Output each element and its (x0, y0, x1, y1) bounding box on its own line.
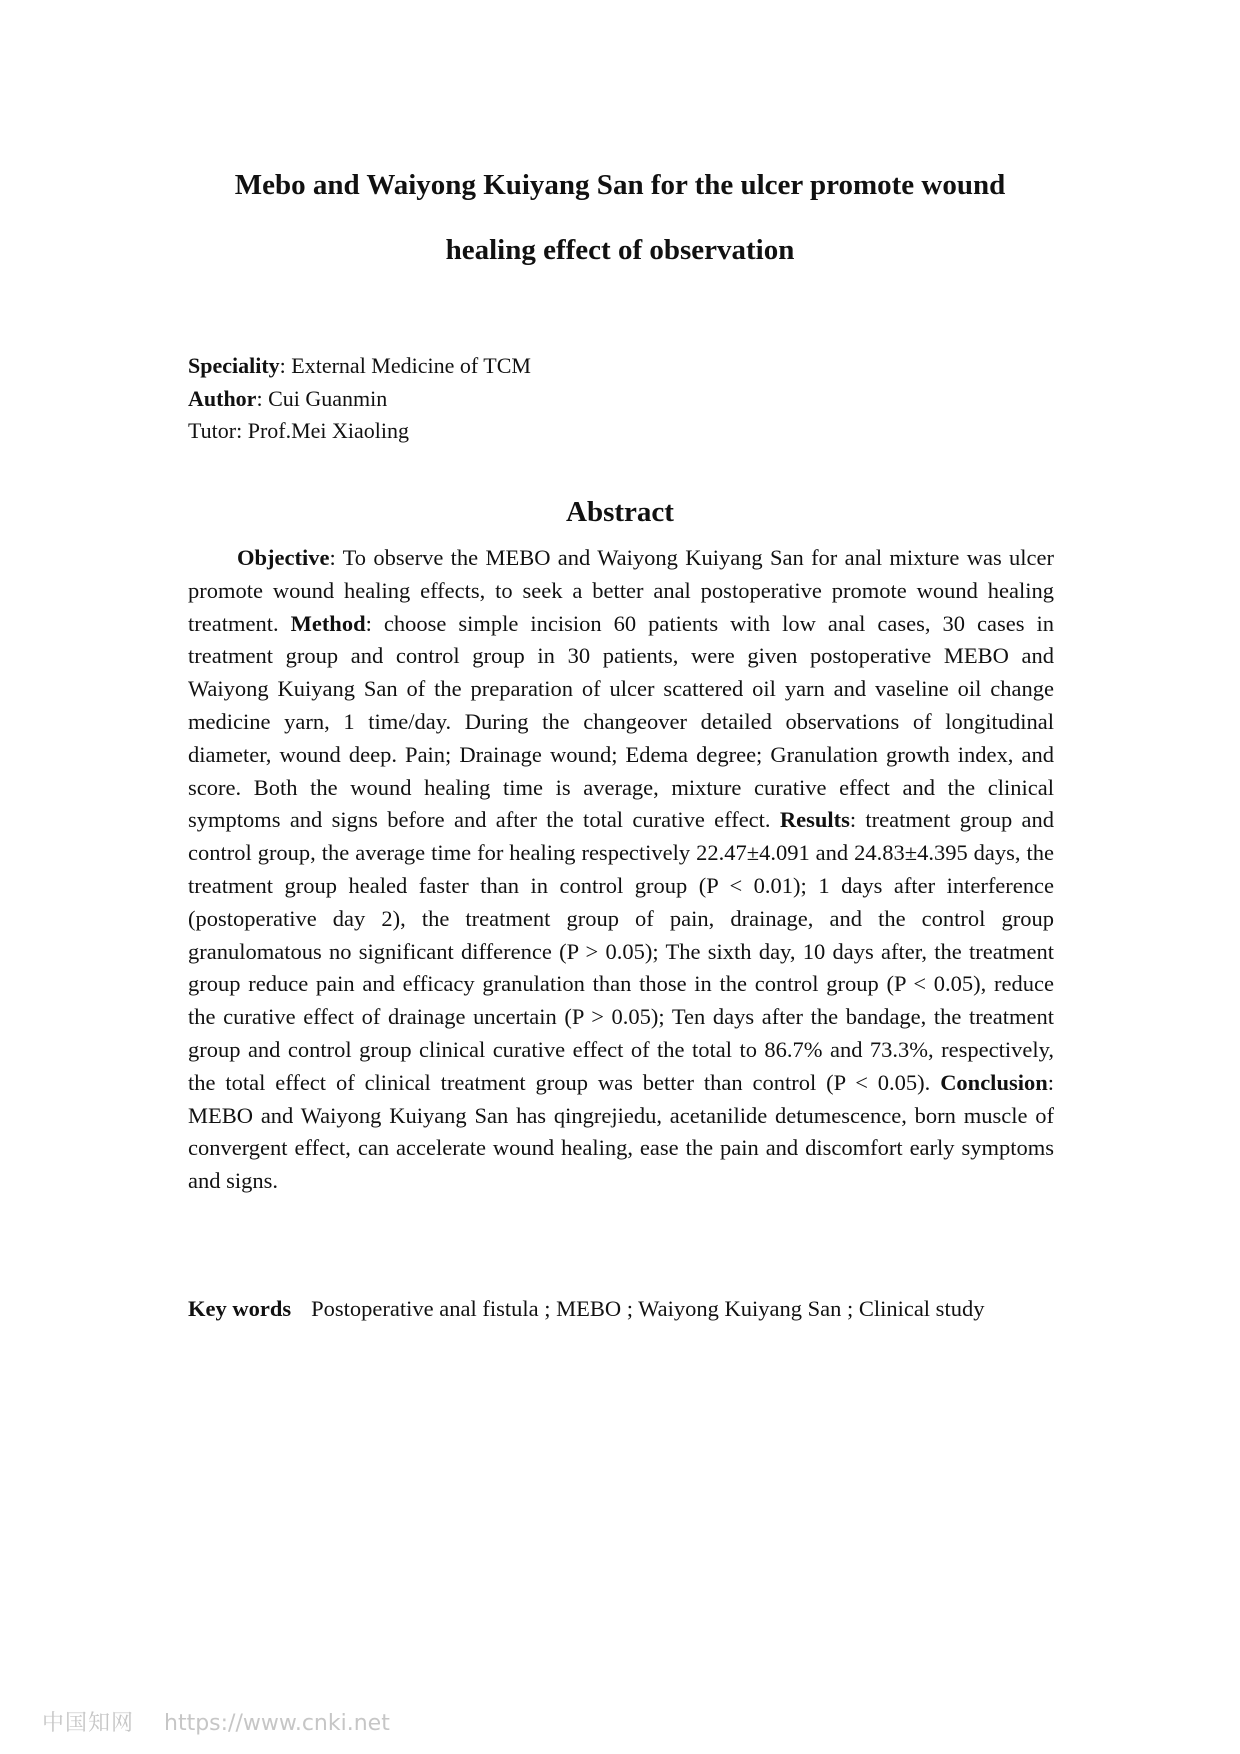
results-text: : treatment group and control group, the average time for healing respectively 22.47±4.091 and 24.83±4.395 days, the treatment group healed faster than in control group (P < 0.01); 1 days after interference (postoperative day 2), the treatment group of pain, drainage, and the control group granulomatous no significant difference (P > 0.05); The sixth day, 10 days after, the treatment group reduce pain and efficacy granulation than those in the control group (P < 0.05), reduce the curative effect of drainage uncertain (P > 0.05); Ten days after the bandage, the treatment group and control group clinical curative effect of the total to 86.7% and 73.3%, respectively, the total effect of clinical treatment group was better than control (P < 0.05). (188, 807, 1054, 1095)
abstract-heading: Abstract (566, 496, 674, 528)
results-label: Results (779, 807, 850, 833)
objective-text: : To observe the MEBO and Waiyong Kuiyang San for anal mixture was ulcer promote wound healing effects, to seek a better anal postoperative promote wound healing treatment. (188, 545, 1054, 636)
author-line (188, 383, 531, 416)
keywords (188, 1293, 1054, 1326)
conclusion-text: : MEBO and Waiyong Kuiyang San has qingrejiedu, acetanilide detumescence, born muscle of convergent effect, can accelerate wound healing, ease the pain and discomfort early symptoms and signs. (188, 1069, 1054, 1194)
conclusion-label: Conclusion (940, 1069, 1048, 1095)
tutor-line: Tutor: Prof.Mei Xiaoling (188, 418, 410, 443)
method-label: Method (290, 610, 366, 636)
paper-title-line-2: healing effect of observation (445, 234, 795, 266)
keywords-label: Key words (188, 1296, 292, 1321)
speciality-line (188, 350, 531, 383)
watermark-url: https://www.cnki.net (164, 1711, 390, 1736)
objective-label: Objective (237, 545, 330, 570)
paper-meta (188, 350, 531, 448)
speciality-value: : External Medicine of TCM (279, 353, 531, 378)
author-label: Author (188, 385, 257, 411)
method-text: : choose simple incision 60 patients with low anal cases, 30 cases in treatment group and control group in 30 patients, were given postoperative MEBO and Waiyong Kuiyang San of the preparation of ulcer scattered oil yarn and vaseline oil change medicine yarn, 1 time/day. During the changeover detailed observations of longitudinal diameter, wound deep. Pain; Drainage wound; Edema degree; Granulation growth index, and score. Both the wound healing time is average, mixture curative effect and the clinical symptoms and signs before and after the total curative effect. (188, 610, 1054, 833)
author-value: : Cui Guanmin (256, 385, 388, 411)
speciality-label: Speciality (188, 353, 280, 378)
abstract-body (188, 542, 1054, 1198)
keywords-text: Postoperative anal fistula ; MEBO ; Waiyong Kuiyang San ; Clinical study (311, 1296, 985, 1321)
paper-title-line-1: Mebo and Waiyong Kuiyang San for the ulcer promote wound (234, 169, 1006, 201)
watermark-cn-text: 中国知网 (42, 1711, 135, 1736)
cnki-watermark (42, 1706, 390, 1737)
